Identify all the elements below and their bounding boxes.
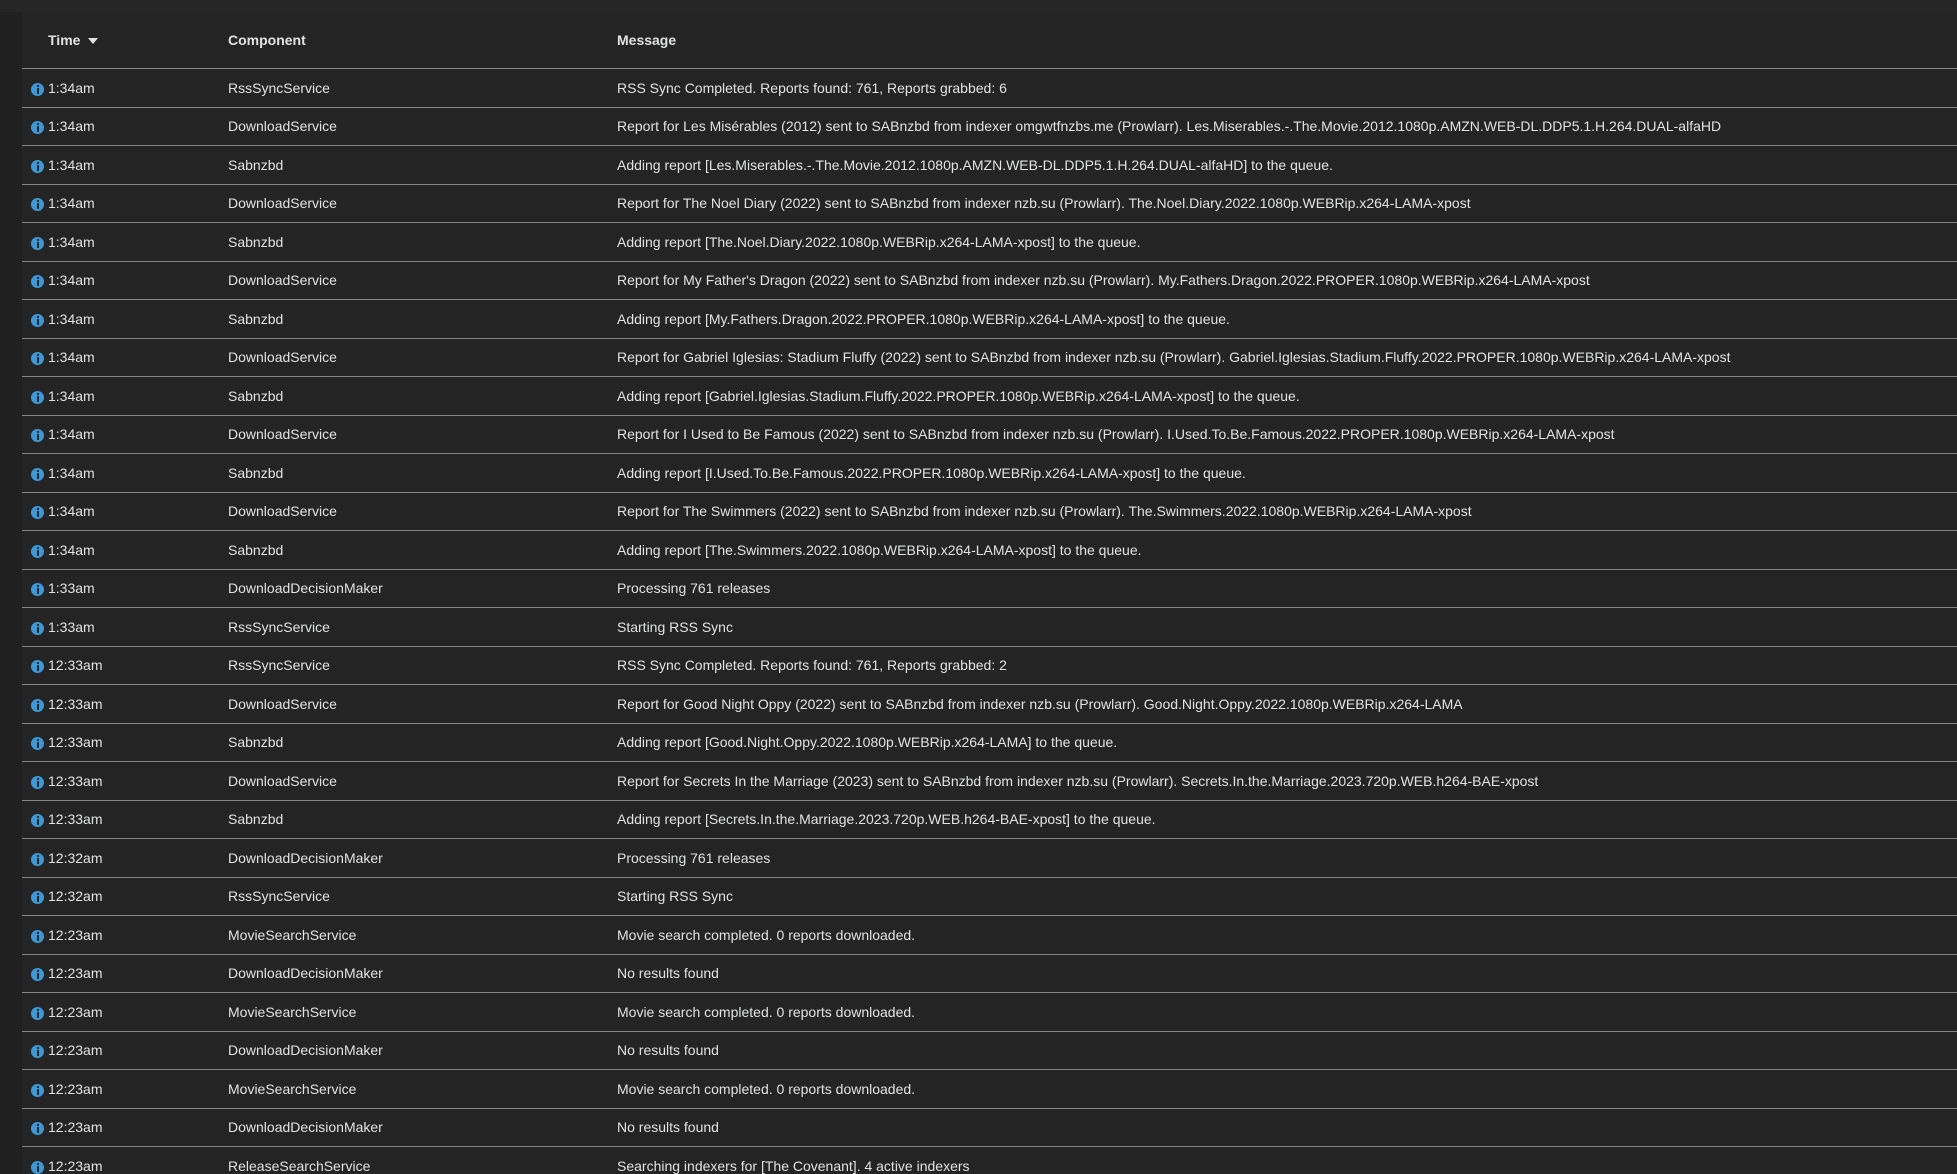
time-cell: 1:34am [48, 223, 228, 262]
component-cell: DownloadService [228, 492, 617, 531]
header-message: Message [617, 12, 1957, 69]
table-row[interactable] [22, 839, 1957, 878]
message-cell: Adding report [Good.Night.Oppy.2022.1080p.WEBRip.x264-LAMA] to the queue. [617, 723, 1957, 762]
level-cell [22, 1070, 48, 1109]
info-icon [31, 237, 44, 250]
component-cell: ReleaseSearchService [228, 1147, 617, 1174]
component-cell: DownloadDecisionMaker [228, 954, 617, 993]
info-icon [31, 545, 44, 558]
table-row[interactable] [22, 646, 1957, 685]
info-icon [31, 1084, 44, 1097]
info-icon [31, 930, 44, 943]
component-cell: MovieSearchService [228, 993, 617, 1032]
time-cell: 1:34am [48, 146, 228, 185]
level-cell [22, 1147, 48, 1174]
info-icon [31, 160, 44, 173]
header-time[interactable] [48, 12, 228, 69]
component-cell: Sabnzbd [228, 377, 617, 416]
component-cell: DownloadDecisionMaker [228, 569, 617, 608]
time-cell: 12:23am [48, 993, 228, 1032]
info-icon [31, 1122, 44, 1135]
time-cell: 12:23am [48, 1070, 228, 1109]
table-row[interactable] [22, 454, 1957, 493]
table-row[interactable] [22, 954, 1957, 993]
message-cell: Report for Good Night Oppy (2022) sent to SABnzbd from indexer nzb.su (Prowlarr). Good.Night.Oppy.2022.1080p.WEBRip.x264-LAMA [617, 685, 1957, 724]
time-cell: 12:23am [48, 1031, 228, 1070]
message-cell: Movie search completed. 0 reports downloaded. [617, 993, 1957, 1032]
table-row[interactable] [22, 993, 1957, 1032]
level-cell [22, 338, 48, 377]
info-icon [31, 737, 44, 750]
table-row[interactable] [22, 916, 1957, 955]
table-row[interactable] [22, 338, 1957, 377]
time-cell: 1:34am [48, 261, 228, 300]
table-row[interactable] [22, 1031, 1957, 1070]
message-cell: Report for My Father's Dragon (2022) sent to SABnzbd from indexer nzb.su (Prowlarr). My.Fathers.Dragon.2022.PROPER.1080p.WEBRip.x264-LAMA-xpost [617, 261, 1957, 300]
table-row[interactable] [22, 1070, 1957, 1109]
info-icon [31, 583, 44, 596]
level-cell [22, 839, 48, 878]
level-cell [22, 916, 48, 955]
level-cell [22, 993, 48, 1032]
time-cell: 1:34am [48, 531, 228, 570]
time-cell: 1:34am [48, 415, 228, 454]
info-icon [31, 391, 44, 404]
time-cell: 1:34am [48, 300, 228, 339]
time-cell: 12:33am [48, 646, 228, 685]
time-cell: 12:33am [48, 800, 228, 839]
message-cell: RSS Sync Completed. Reports found: 761, Reports grabbed: 2 [617, 646, 1957, 685]
info-icon [31, 1045, 44, 1058]
time-cell: 12:23am [48, 1108, 228, 1147]
log-table-body [22, 69, 1957, 1174]
info-icon [31, 198, 44, 211]
time-cell: 1:34am [48, 184, 228, 223]
component-cell: DownloadService [228, 338, 617, 377]
level-cell [22, 146, 48, 185]
info-icon [31, 275, 44, 288]
message-cell: Starting RSS Sync [617, 608, 1957, 647]
info-icon [31, 468, 44, 481]
time-cell: 1:34am [48, 492, 228, 531]
level-cell [22, 1108, 48, 1147]
level-cell [22, 492, 48, 531]
table-row[interactable] [22, 800, 1957, 839]
level-cell [22, 762, 48, 801]
component-cell: Sabnzbd [228, 146, 617, 185]
component-cell: DownloadService [228, 107, 617, 146]
level-cell [22, 531, 48, 570]
info-icon [31, 699, 44, 712]
info-icon [31, 622, 44, 635]
time-cell: 12:33am [48, 762, 228, 801]
message-cell: Processing 761 releases [617, 569, 1957, 608]
time-cell: 1:33am [48, 608, 228, 647]
time-cell: 1:34am [48, 338, 228, 377]
level-cell [22, 415, 48, 454]
table-row[interactable] [22, 685, 1957, 724]
time-cell: 12:32am [48, 877, 228, 916]
table-row[interactable] [22, 1108, 1957, 1147]
table-row[interactable] [22, 569, 1957, 608]
table-row[interactable] [22, 1147, 1957, 1174]
header-time-label: Time [48, 32, 81, 48]
info-icon [31, 968, 44, 981]
time-cell: 12:23am [48, 916, 228, 955]
level-cell [22, 569, 48, 608]
time-cell: 1:34am [48, 107, 228, 146]
message-cell: Report for The Noel Diary (2022) sent to SABnzbd from indexer nzb.su (Prowlarr). The.Noel.Diary.2022.1080p.WEBRip.x264-LAMA-xpost [617, 184, 1957, 223]
table-row[interactable] [22, 531, 1957, 570]
info-icon [31, 1161, 44, 1174]
message-cell: Movie search completed. 0 reports downloaded. [617, 916, 1957, 955]
message-cell: Adding report [Les.Miserables.-.The.Movie.2012.1080p.AMZN.WEB-DL.DDP5.1.H.264.DUAL-alfaHD] to the queue. [617, 146, 1957, 185]
time-cell: 12:23am [48, 1147, 228, 1174]
message-cell: Report for The Swimmers (2022) sent to SABnzbd from indexer nzb.su (Prowlarr). The.Swimmers.2022.1080p.WEBRip.x264-LAMA-xpost [617, 492, 1957, 531]
message-cell: Report for I Used to Be Famous (2022) sent to SABnzbd from indexer nzb.su (Prowlarr). I.Used.To.Be.Famous.2022.PROPER.1080p.WEBRip.x264-LAMA-xpost [617, 415, 1957, 454]
time-cell: 12:32am [48, 839, 228, 878]
component-cell: DownloadService [228, 762, 617, 801]
component-cell: DownloadService [228, 261, 617, 300]
component-cell: Sabnzbd [228, 300, 617, 339]
level-cell [22, 954, 48, 993]
component-cell: DownloadDecisionMaker [228, 839, 617, 878]
message-cell: Searching indexers for [The Covenant]. 4 active indexers [617, 1147, 1957, 1174]
table-row[interactable] [22, 223, 1957, 262]
table-row[interactable] [22, 261, 1957, 300]
message-cell: No results found [617, 954, 1957, 993]
table-row[interactable] [22, 608, 1957, 647]
level-cell [22, 800, 48, 839]
message-cell: Adding report [I.Used.To.Be.Famous.2022.PROPER.1080p.WEBRip.x264-LAMA-xpost] to the queue. [617, 454, 1957, 493]
table-row[interactable] [22, 877, 1957, 916]
level-cell [22, 608, 48, 647]
info-icon [31, 853, 44, 866]
message-cell: Adding report [Gabriel.Iglesias.Stadium.Fluffy.2022.PROPER.1080p.WEBRip.x264-LAMA-xpost] to the queue. [617, 377, 1957, 416]
message-cell: Report for Les Misérables (2012) sent to SABnzbd from indexer omgwtfnzbs.me (Prowlarr). Les.Miserables.-.The.Movie.2012.1080p.AMZN.WEB-DL.DDP5.1.H.264.DUAL-alfaHD [617, 107, 1957, 146]
message-cell: Report for Gabriel Iglesias: Stadium Fluffy (2022) sent to SABnzbd from indexer nzb.su (Prowlarr). Gabriel.Iglesias.Stadium.Fluffy.2022.PROPER.1080p.WEBRip.x264-LAMA-xpost [617, 338, 1957, 377]
component-cell: Sabnzbd [228, 800, 617, 839]
level-cell [22, 184, 48, 223]
component-cell: RssSyncService [228, 69, 617, 108]
level-cell [22, 454, 48, 493]
info-icon [31, 506, 44, 519]
info-icon [31, 83, 44, 96]
component-cell: DownloadService [228, 415, 617, 454]
component-cell: Sabnzbd [228, 454, 617, 493]
message-cell: Starting RSS Sync [617, 877, 1957, 916]
info-icon [31, 776, 44, 789]
message-cell: Adding report [The.Swimmers.2022.1080p.WEBRip.x264-LAMA-xpost] to the queue. [617, 531, 1957, 570]
table-row[interactable] [22, 300, 1957, 339]
message-cell: Movie search completed. 0 reports downloaded. [617, 1070, 1957, 1109]
time-cell: 1:34am [48, 377, 228, 416]
component-cell: Sabnzbd [228, 723, 617, 762]
component-cell: Sabnzbd [228, 223, 617, 262]
info-icon [31, 121, 44, 134]
table-row[interactable] [22, 762, 1957, 801]
sort-descending-icon[interactable] [88, 38, 98, 44]
level-cell [22, 300, 48, 339]
level-cell [22, 223, 48, 262]
component-cell: RssSyncService [228, 877, 617, 916]
table-row[interactable] [22, 69, 1957, 108]
level-cell [22, 1031, 48, 1070]
component-cell: MovieSearchService [228, 916, 617, 955]
component-cell: DownloadDecisionMaker [228, 1031, 617, 1070]
info-icon [31, 429, 44, 442]
message-cell: Adding report [Secrets.In.the.Marriage.2023.720p.WEB.h264-BAE-xpost] to the queue. [617, 800, 1957, 839]
info-icon [31, 814, 44, 827]
message-cell: No results found [617, 1031, 1957, 1070]
table-row[interactable] [22, 146, 1957, 185]
table-row[interactable] [22, 723, 1957, 762]
level-cell [22, 107, 48, 146]
component-cell: DownloadService [228, 184, 617, 223]
top-bar [0, 0, 1957, 12]
component-cell: Sabnzbd [228, 531, 617, 570]
time-cell: 1:33am [48, 569, 228, 608]
level-cell [22, 877, 48, 916]
level-cell [22, 261, 48, 300]
log-table [22, 12, 1957, 1174]
table-row[interactable] [22, 184, 1957, 223]
level-cell [22, 685, 48, 724]
component-cell: RssSyncService [228, 646, 617, 685]
info-icon [31, 891, 44, 904]
component-cell: DownloadDecisionMaker [228, 1108, 617, 1147]
time-cell: 1:34am [48, 69, 228, 108]
header-level [22, 12, 48, 69]
message-cell: Processing 761 releases [617, 839, 1957, 878]
info-icon [31, 352, 44, 365]
component-cell: DownloadService [228, 685, 617, 724]
time-cell: 1:34am [48, 454, 228, 493]
message-cell: Adding report [My.Fathers.Dragon.2022.PROPER.1080p.WEBRip.x264-LAMA-xpost] to the queue. [617, 300, 1957, 339]
message-cell: Report for Secrets In the Marriage (2023) sent to SABnzbd from indexer nzb.su (Prowlarr). Secrets.In.the.Marriage.2023.720p.WEB.h264-BAE-xpost [617, 762, 1957, 801]
log-table-container [22, 12, 1957, 1174]
time-cell: 12:33am [48, 723, 228, 762]
table-row[interactable] [22, 377, 1957, 416]
table-row[interactable] [22, 492, 1957, 531]
header-component: Component [228, 12, 617, 69]
level-cell [22, 69, 48, 108]
message-cell: No results found [617, 1108, 1957, 1147]
level-cell [22, 377, 48, 416]
level-cell [22, 723, 48, 762]
table-header-row [22, 12, 1957, 69]
info-icon [31, 660, 44, 673]
time-cell: 12:23am [48, 954, 228, 993]
level-cell [22, 646, 48, 685]
component-cell: RssSyncService [228, 608, 617, 647]
component-cell: MovieSearchService [228, 1070, 617, 1109]
info-icon [31, 1007, 44, 1020]
table-row[interactable] [22, 107, 1957, 146]
time-cell: 12:33am [48, 685, 228, 724]
message-cell: Adding report [The.Noel.Diary.2022.1080p.WEBRip.x264-LAMA-xpost] to the queue. [617, 223, 1957, 262]
message-cell: RSS Sync Completed. Reports found: 761, Reports grabbed: 6 [617, 69, 1957, 108]
info-icon [31, 314, 44, 327]
table-row[interactable] [22, 415, 1957, 454]
